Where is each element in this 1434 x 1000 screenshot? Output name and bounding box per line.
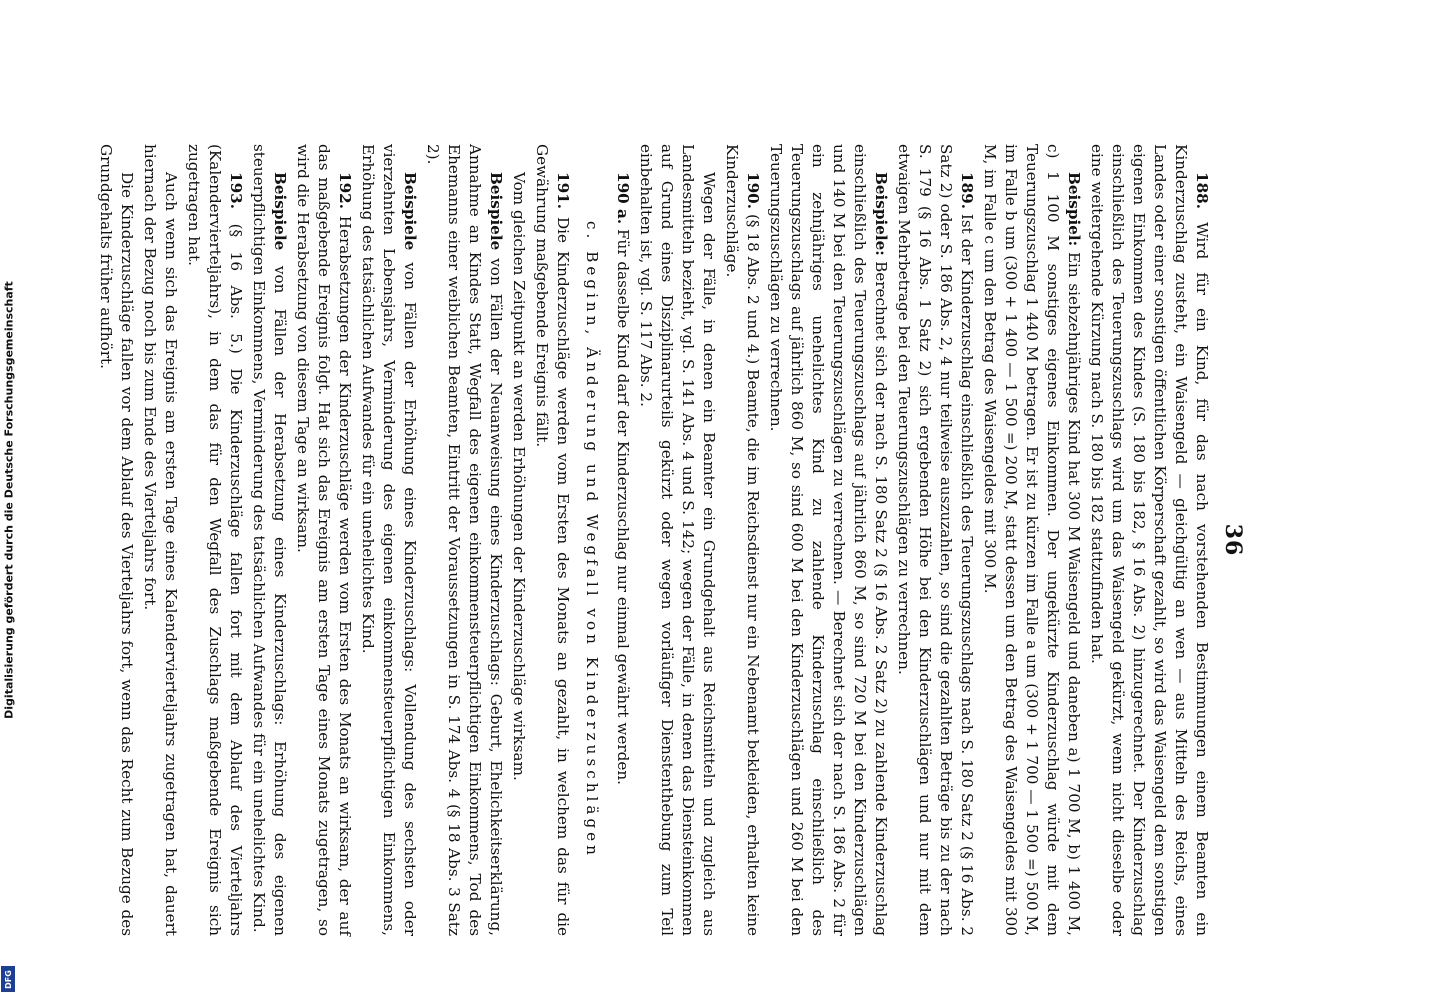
paragraph-number: 190 a. [614, 172, 632, 225]
paragraph [721, 144, 763, 936]
paragraph [635, 144, 719, 936]
section-paragraphs [612, 144, 1212, 936]
dfg-sidebar [0, 0, 18, 1000]
paragraph-text: Wird für ein Kind, für das nach vorstehenden Bestimmungen einem Beamten ein Kinderzuschlag zusteht, ein Waisengeld — gleichgültig an wen — aus Mitteln des Reichs, eines Landes oder einer sonstigen öffentlichen Körperschaft gezahlt, so wird das Waisengeld dem sonstigen eigenen Einkommen des Kindes (S. 180 bis 182, § 16 Abs. 2) hinzugerechnet. Der Kinderzuschlag einschließlich des Teuerungszuschlags wird um das Waisengeld gekürzt, wenn nicht dieselbe oder eine weitergehende Kürzung nach S. 180 bis 182 stattzufinden hat. [1088, 144, 1211, 937]
paragraph [357, 144, 420, 936]
scanned-page [97, 110, 1260, 970]
paragraph [95, 144, 137, 936]
paragraph-label: Beispiele [271, 172, 289, 251]
paragraph [531, 144, 573, 936]
paragraph-label: Beispiele [401, 172, 419, 251]
paragraph-text: Ist der Kinderzuschlag einschließlich des Teuerungszuschlags nach S. 180 Satz 2 (§ 16 Abs. 2 Satz 2) oder S. 186 Abs. 2, 4 nur teilweise auszuzahlen, so sind die gezahlten Beträge bis zu der nach S. 179 (§ 16 Abs. 1 Satz 2) sich ergebenden Höhe bei den Kinderzuschlägen und nur mit dem etwaigen Mehrbetrage bei den Teuerungszuschlägen zu verrechnen. [895, 144, 976, 937]
paragraph-text: Herabsetzungen der Kinderzuschläge werden vom Ersten des Monats an wirksam, der auf das maßgebende Ereignis folgt. Hat sich das Ereignis am ersten Tage eines Monats zugetragen, so wird die Herabsetzung von diesem Tage an wirksam. [294, 144, 354, 937]
paragraph [248, 144, 290, 936]
paragraph-text: Ein siebzehnjähriges Kind hat 300 M Waisengeld und daneben a) 1 700 M, b) 1 400 M, c) 1 100 M sonstiges eigenes Einkommen. Der ungekürzte Kinderzuschlag würde mit dem Teuerungszuschlag 1 440 M betragen. Er ist zu kürzen im Falle a um (300 + 1 700 — 1 500 =) 500 M, im Falle b um (300 + 1 400 — 1 500 =) 200 M, statt dessen um den Betrag des Waisengeldes mit 300 M, im Falle c um den Betrag des Waisengeldes mit 300 M. [981, 144, 1083, 937]
paragraph-text: (§ 16 Abs. 5.) Die Kinderzuschläge fallen fort mit dem Ablauf des Vierteljahrs (Kalendervierteljahrs), in dem das für den Wegfall des Zuschlags maßgebende Ereignis sich zugetragen hat. [185, 144, 245, 937]
paragraph-text: (§ 18 Abs. 2 und 4.) Beamte, die im Reichsdienst nur ein Nebenamt bekleiden, erhalten keine Kinderzuschläge. [723, 144, 762, 936]
section-heading: c. Beginn, Änderung und Wegfall von Kinderzuschlägen [583, 221, 601, 859]
paragraph-number: 190. [744, 172, 762, 209]
paragraph-text: von Fällen der Neuanweisung eines Kinderzuschlags: Geburt, Ehelichkeitserklärung, Annahme an Kindes Statt, Wegfall des eigenen einkommensteuerpflichtigen Einkommens, Tod des Ehemanns einer weiblichen Beamten, Eintritt der Voraussetzungen in S. 174 Abs. 4 (§ 18 Abs. 3 Satz 2). [424, 144, 505, 936]
paragraph-text: Vom gleichen Zeitpunkt an werden Erhöhungen der Kinderzuschläge wirksam. [510, 172, 528, 781]
paragraph-number: 188. [1193, 172, 1211, 209]
paragraph-label: Beispiele: [872, 172, 890, 256]
paragraph-number: 192. [336, 172, 354, 209]
paragraph [508, 144, 529, 936]
digitization-credit: Digitalisierung gefördert durch die Deutsche Forschungsgemeinschaft [2, 281, 16, 719]
paragraph [1086, 144, 1212, 936]
paragraph-text: Die Kinderzuschläge werden vom Ersten des Monats an gezahlt, in welchem das für die Gewährung maßgebende Ereignis fällt. [533, 144, 572, 937]
paragraph-text: Für dasselbe Kind darf der Kinderzuschlag nur einmal gewährt werden. [614, 228, 632, 785]
paragraph-text: Auch wenn sich das Ereignis am ersten Tage eines Kalendervierteljahrs zugetragen hat, dauert hiernach der Bezug noch bis zum Ende des Vierteljahrs fort. [141, 144, 180, 936]
paragraph [612, 144, 633, 936]
page-number: 36 [1220, 523, 1246, 557]
dfg-logo [1, 966, 15, 992]
paragraph-label: Beispiele [487, 172, 505, 251]
paragraph [139, 144, 181, 936]
paragraph [765, 144, 891, 936]
paragraph-number: 193. [227, 172, 245, 209]
paragraph-label: Beispiel: [1065, 172, 1083, 247]
section-paragraphs-2 [95, 144, 573, 936]
dfg-logo-text: DFG [3, 969, 13, 989]
paragraph [979, 144, 1084, 936]
paragraph-text: Berechnet sich der nach S. 180 Satz 2 (§ 16 Abs. 2 Satz 2) zu zahlende Kinderzuschlag einschließlich des Teuerungszuschlags auf jährlich 860 M, so sind 720 M bei den Kinderzuschlägen und 140 M bei den Teuerungszuschlägen zu verrechnen. — Berechnet sich der nach S. 186 Abs. 2 für ein zehnjähriges unehelichtes Kind zu zahlende Kinderzuschlag einschließlich des Teuerungszuschlags auf jährlich 860 M, so sind 600 M bei den Kinderzuschlägen und 260 M bei den Teuerungszuschlägen zu verrechnen. [767, 144, 890, 937]
paragraph [292, 144, 355, 936]
paragraph [893, 144, 977, 936]
paragraph-text: von Fällen der Herabsetzung eines Kinderzuschlags: Erhöhung des eigenen steuerpflichtigen Einkommens, Verminderung des tatsächlichen Aufwandes für ein unehelichtes Kind. [250, 144, 289, 936]
paragraph [422, 144, 506, 936]
paragraph-text: Die Kinderzuschläge fallen vor dem Ablauf des Vierteljahrs fort, wenn das Recht zum Bezuge des Grundgehalts früher aufhört. [97, 144, 136, 936]
paragraph-number: 191. [554, 172, 572, 209]
paragraph-number: 189. [958, 172, 976, 209]
paragraph-text: Wegen der Fälle, in denen ein Beamter ein Grundgehalt aus Reichsmitteln und zugleich aus Landesmitteln bezieht, vgl. S. 141 Abs. 4 und S. 142; wegen der Fälle, in denen das Diensteinkommen auf Grund eines Disziplinarurteils gekürzt oder wegen vorläufiger Dienstenthebung zum Teil einbehalten ist, vgl. S. 117 Abs. 2. [637, 144, 718, 936]
paragraph-text: von Fällen der Erhöhung eines Kinderzuschlags: Vollendung des sechsten oder vierzehnten Lebensjahrs, Verminderung des eigenen einkommensteuerpflichtigen Einkommens, Erhöhung des tatsächlichen Aufwandes für ein unehelichtes Kind. [359, 144, 419, 937]
paragraph [183, 144, 246, 936]
